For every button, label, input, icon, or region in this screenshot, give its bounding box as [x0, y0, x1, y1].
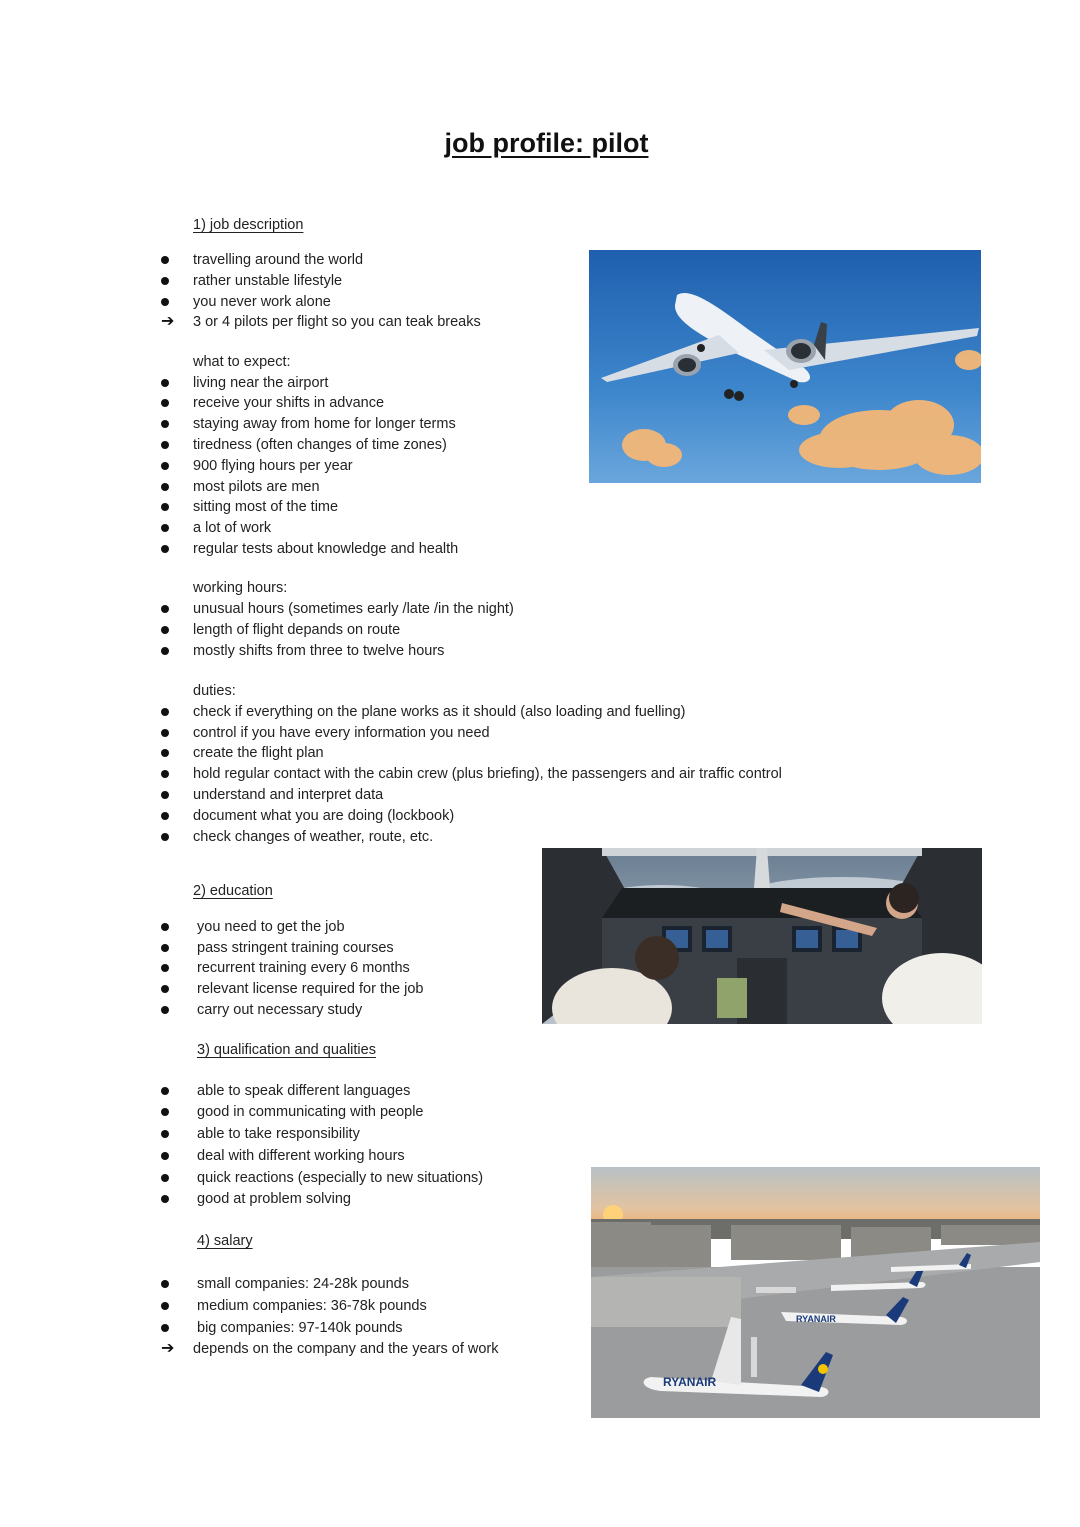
list-item: hold regular contact with the cabin crew (plus briefing), the passengers and air traffic control [193, 766, 782, 782]
arrow-note: depends on the company and the years of work [193, 1341, 499, 1357]
arrow-icon: ➔ [161, 1340, 175, 1357]
list-item: a lot of work [193, 520, 272, 536]
airplane-photo [589, 250, 981, 483]
bullet [161, 256, 169, 264]
bullet [161, 298, 169, 306]
bullet [161, 729, 169, 737]
list-item: you need to get the job [197, 919, 345, 935]
bullet [161, 626, 169, 634]
bullet [161, 1130, 169, 1138]
bullet [161, 1174, 169, 1182]
airport-photo [591, 1167, 1040, 1418]
bullet [161, 1152, 169, 1160]
list-item: check if everything on the plane works as it should (also loading and fuelling) [193, 704, 686, 720]
bullet [161, 483, 169, 491]
list-item: good in communicating with people [197, 1104, 424, 1120]
bullet [161, 1006, 169, 1014]
bullet [161, 770, 169, 778]
list-item: unusual hours (sometimes early /late /in the night) [193, 601, 514, 617]
bullet [161, 420, 169, 428]
subheading-working-hours: working hours: [193, 580, 288, 596]
list-item: big companies: 97-140k pounds [197, 1320, 403, 1336]
list-item: you never work alone [193, 294, 331, 310]
list-item: mostly shifts from three to twelve hours [193, 643, 445, 659]
bullet [161, 1108, 169, 1116]
bullet [161, 923, 169, 931]
list-item: travelling around the world [193, 252, 364, 268]
bullet [161, 605, 169, 613]
bullet [161, 524, 169, 532]
bullet [161, 647, 169, 655]
ryanair-logo: RYANAIR [663, 1375, 717, 1389]
bullet [161, 944, 169, 952]
arrow-note: 3 or 4 pilots per flight so you can teak breaks [193, 314, 481, 330]
bullet [161, 833, 169, 841]
bullet [161, 1195, 169, 1203]
list-item: relevant license required for the job [197, 981, 424, 997]
list-item: most pilots are men [193, 479, 320, 495]
bullet [161, 503, 169, 511]
list-item: staying away from home for longer terms [193, 416, 456, 432]
bullet [161, 1324, 169, 1332]
bullet [161, 1280, 169, 1288]
arrow-icon: ➔ [161, 313, 175, 330]
section-heading-education: 2) education [193, 883, 273, 899]
section-heading-salary: 4) salary [197, 1233, 253, 1249]
list-item: pass stringent training courses [197, 940, 394, 956]
bullet [161, 985, 169, 993]
list-item: good at problem solving [197, 1191, 351, 1207]
bullet [161, 441, 169, 449]
bullet [161, 1087, 169, 1095]
subheading-duties: duties: [193, 683, 236, 699]
list-item: quick reactions (especially to new situations) [197, 1170, 484, 1186]
list-item: able to take responsibility [197, 1126, 360, 1142]
list-item: recurrent training every 6 months [197, 960, 410, 976]
cockpit-photo [542, 848, 982, 1024]
page-title: job profile: pilot [444, 128, 649, 158]
ryanair-logo: RYANAIR [796, 1314, 836, 1324]
bullet [161, 708, 169, 716]
section-heading-qualification: 3) qualification and qualities [197, 1042, 376, 1058]
section-heading-job-description: 1) job description [193, 217, 304, 233]
list-item: rather unstable lifestyle [193, 273, 343, 289]
bullet [161, 791, 169, 799]
list-item: small companies: 24-28k pounds [197, 1276, 409, 1292]
bullet [161, 277, 169, 285]
bullet [161, 964, 169, 972]
list-item: 900 flying hours per year [193, 458, 353, 474]
list-item: living near the airport [193, 375, 329, 391]
bullet [161, 1302, 169, 1310]
list-item: check changes of weather, route, etc. [193, 829, 434, 845]
list-item: able to speak different languages [197, 1083, 411, 1099]
list-item: medium companies: 36-78k pounds [197, 1298, 427, 1314]
list-item: tiredness (often changes of time zones) [193, 437, 447, 453]
bullet [161, 749, 169, 757]
bullet [161, 379, 169, 387]
list-item: control if you have every information you need [193, 725, 490, 741]
list-item: carry out necessary study [197, 1002, 363, 1018]
list-item: create the flight plan [193, 745, 324, 761]
bullet [161, 812, 169, 820]
list-item: receive your shifts in advance [193, 395, 385, 411]
list-item: deal with different working hours [197, 1148, 405, 1164]
subheading-what-to-expect: what to expect: [193, 354, 291, 370]
bullet [161, 462, 169, 470]
list-item: sitting most of the time [193, 499, 339, 515]
bullet [161, 545, 169, 553]
list-item: understand and interpret data [193, 787, 384, 803]
list-item: length of flight depands on route [193, 622, 401, 638]
list-item: document what you are doing (lockbook) [193, 808, 455, 824]
bullet [161, 399, 169, 407]
list-item: regular tests about knowledge and health [193, 541, 459, 557]
